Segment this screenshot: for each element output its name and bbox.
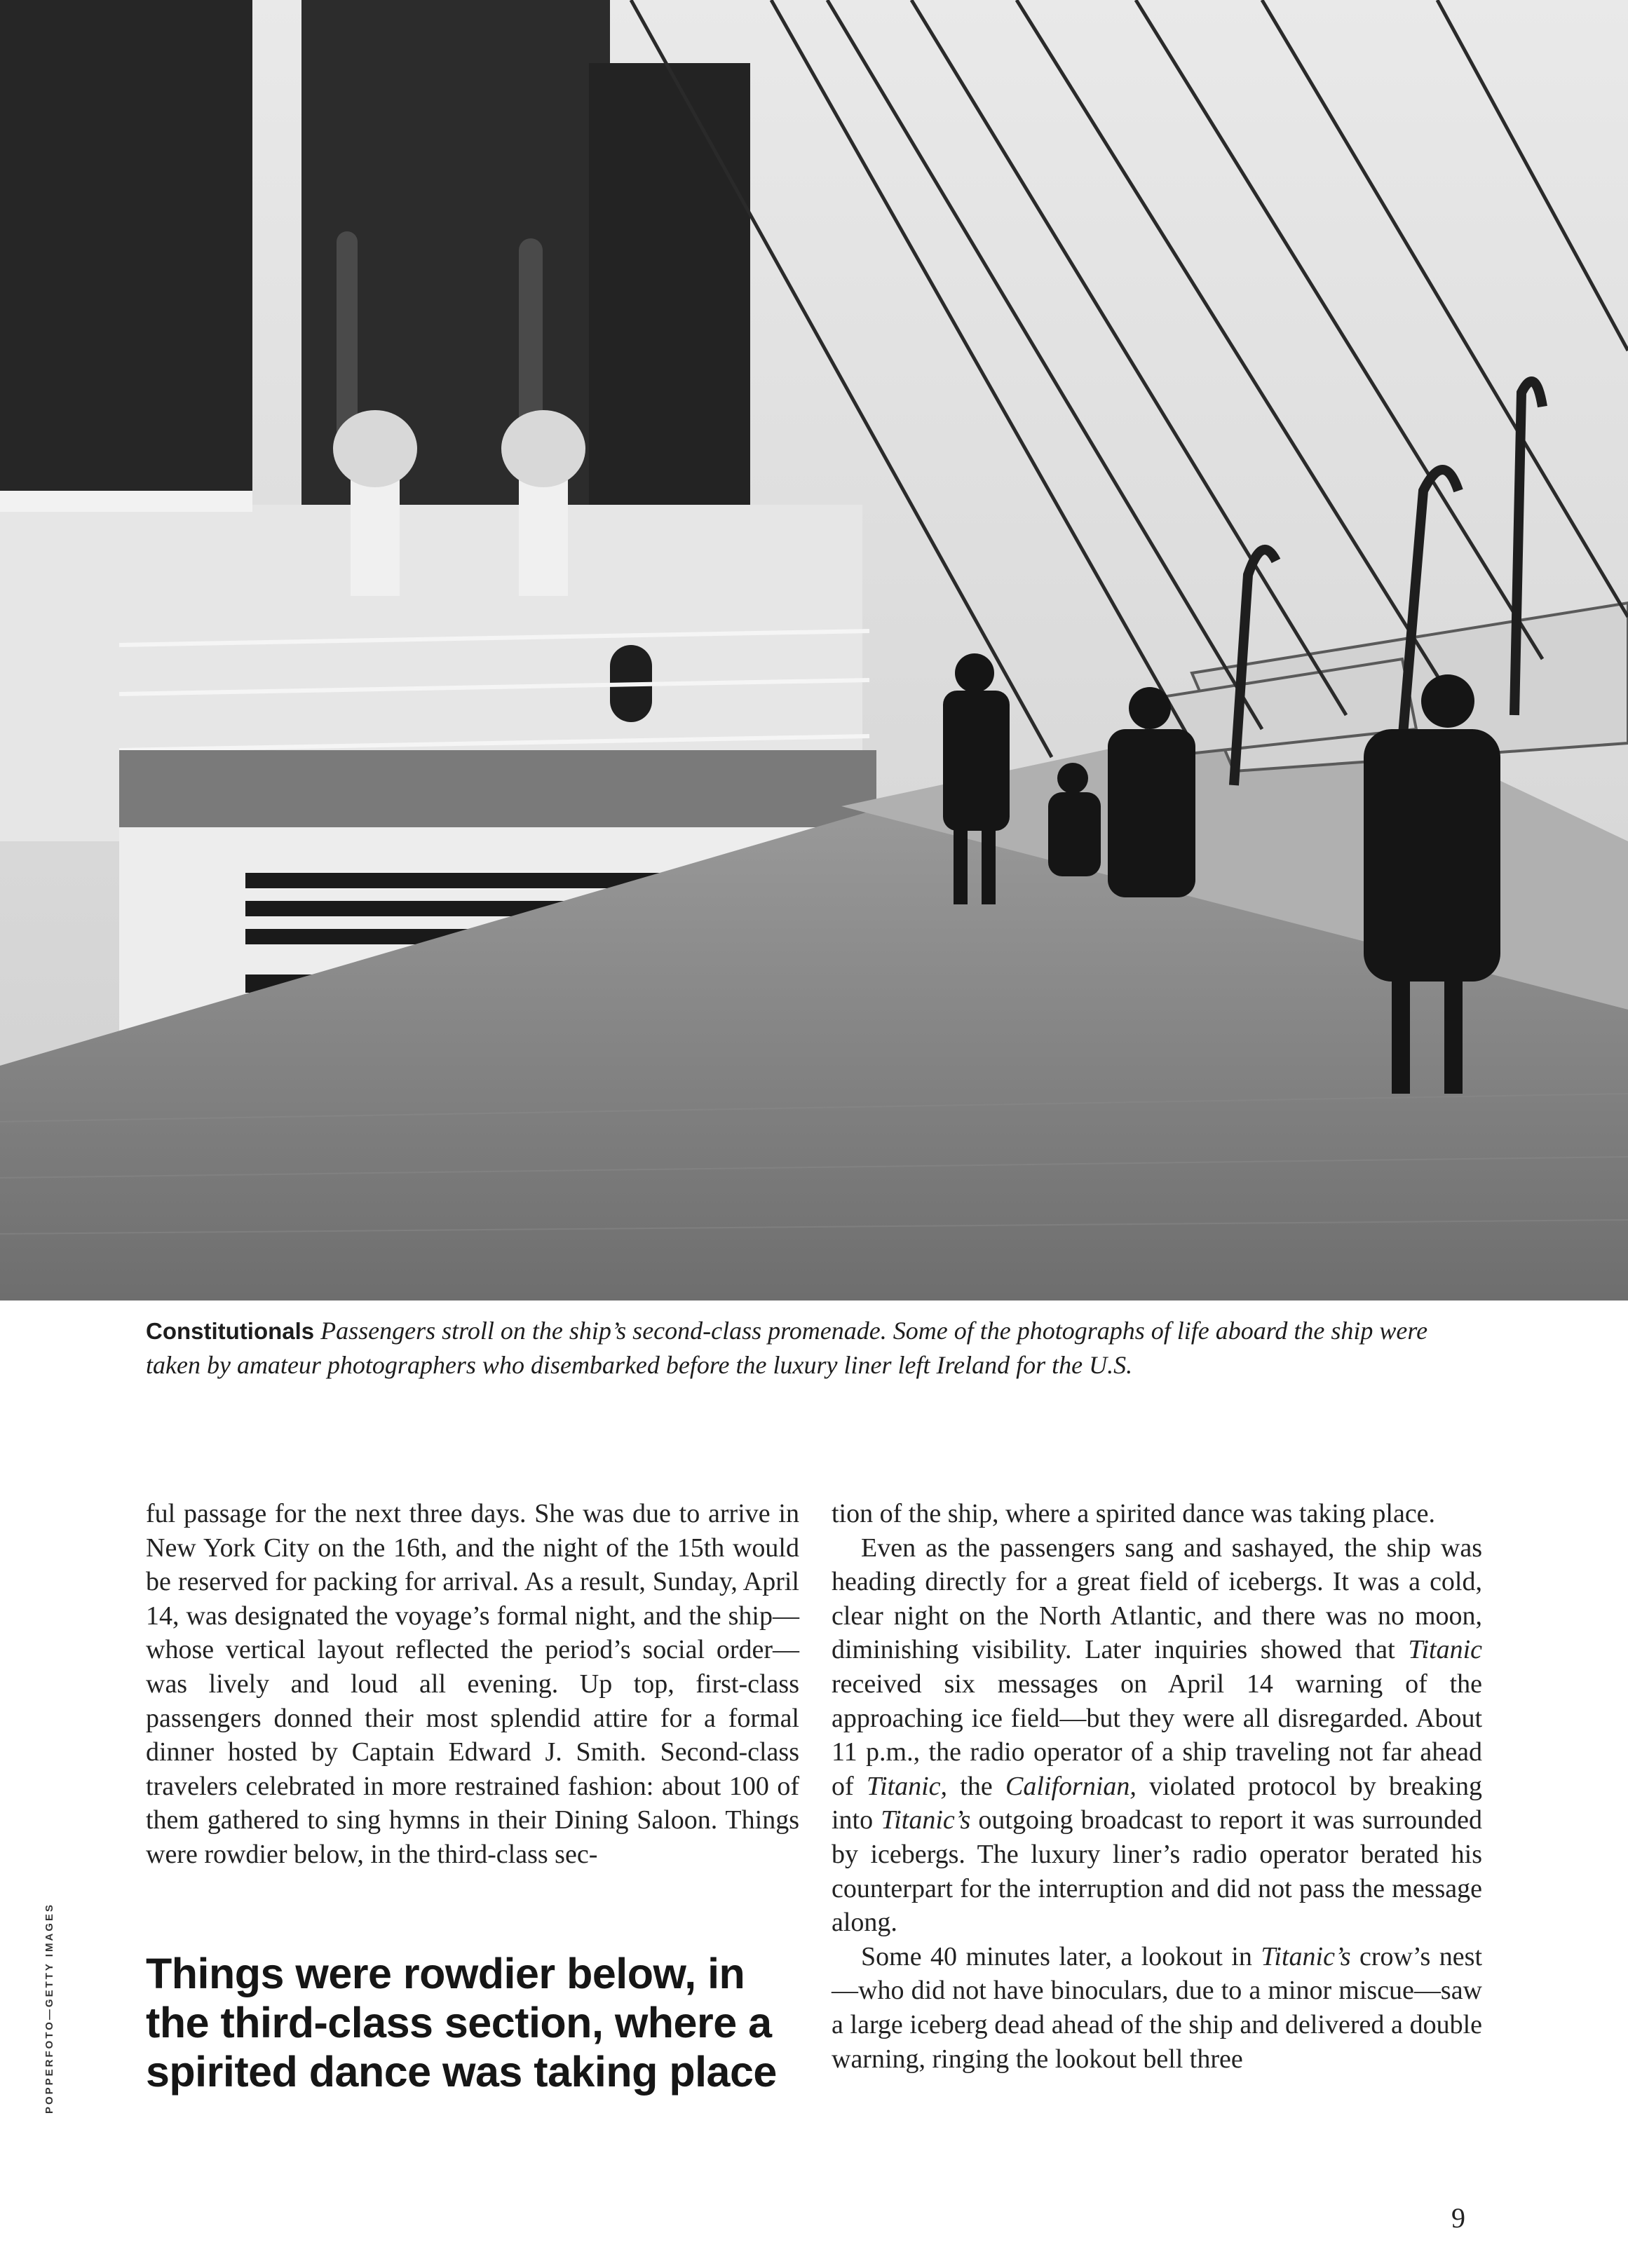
body-column-right [832,1497,1482,2076]
right-paragraph-3: Some 40 minutes later, a lookout in Titanic’s crow’s nest—who did not have binoculars, due to a minor miscue—saw a large iceberg dead ahead of the ship and delivered a double warning, ringing the lookout bell three [832,1941,1483,2074]
body-column-left [146,1497,799,1872]
left-paragraph-1: ful passage for the next three days. She was due to arrive in New York City on the 16th, and the night of the 15th would be reserved for packing for arrival. As a result, Sunday, April 14, was designated the voyage’s formal night, and the ship—whose vertical layout reflected the period’s social order—was lively and loud all evening. Up top, first-class passengers donned their most splendid attire for a formal dinner hosted by Captain Edward J. Smith. Second-class travelers celebrated in more restrained fashion: about 100 of them gathered to sing hymns in their Dining Saloon. Things were rowdier below, in the third-class sec- [146,1499,799,1869]
caption-text: Passengers stroll on the ship’s second-class promenade. Some of the photographs of life aboard the ship were taken by amateur photographers who disembarked before the luxury liner left Ireland for the U.S. [146,1317,1428,1379]
funnel-3 [589,63,750,568]
right-paragraph-1: tion of the ship, where a spirited dance was taking place. [832,1499,1436,1528]
page-number: 9 [1451,2202,1465,2234]
funnel-1 [0,0,252,533]
photo-credit: POPPERFOTO—GETTY IMAGES [43,1903,55,2114]
pull-quote: Things were rowdier below, in the third-class section, where a spirited dance was taking place [146,1950,777,2096]
caption-lead: Constitutionals [146,1318,315,1344]
right-paragraph-2: Even as the passengers sang and sashayed, the ship was heading directly for a great field of icebergs. It was a cold, clear night on the North Atlantic, and there was no moon, diminishing visibility. Later inquiries showed that Titanic received six messages on April 14 warning of the approaching ice field—but they were all disregarded. About 11 p.m., the radio operator of a ship traveling not far ahead of Titanic, the Californian, violated protocol by breaking into Titanic’s outgoing broadcast to report it was surrounded by icebergs. The luxury liner’s radio operator berated his counterpart for the interruption and did not pass the message along. [832,1533,1483,1938]
photo-caption [146,1314,1464,1382]
